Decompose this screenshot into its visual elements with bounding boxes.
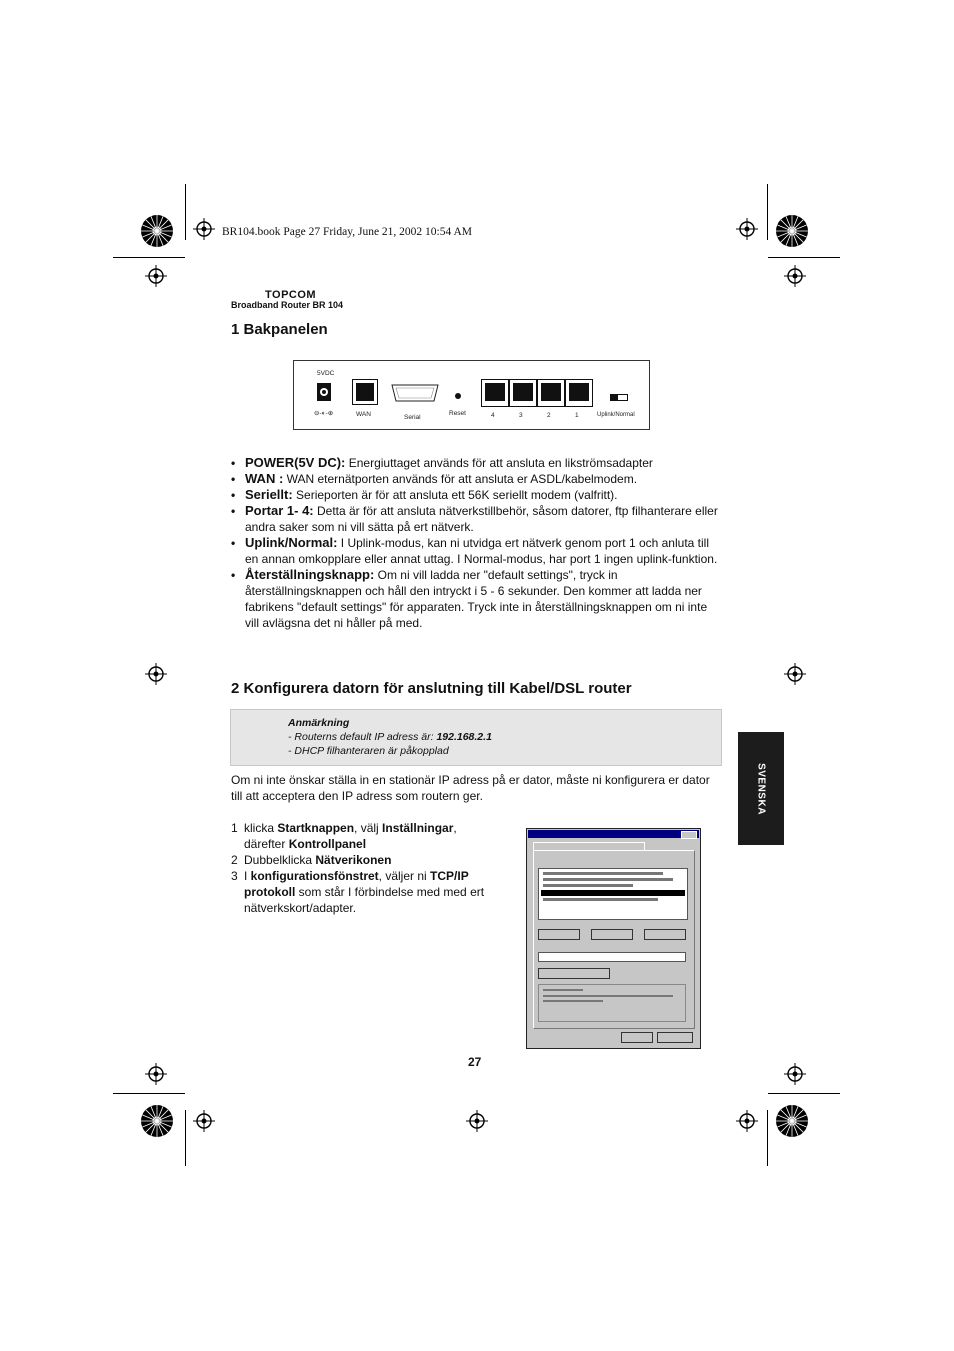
step-text [244, 853, 391, 867]
note-line-text: - Routerns default IP adress är: [288, 731, 437, 743]
crop-mark [767, 1110, 768, 1166]
list-item [231, 852, 501, 868]
side-tab-label: SVENSKA [755, 762, 767, 815]
page-number: 27 [468, 1055, 482, 1069]
step-number: 1 [231, 821, 238, 835]
crop-mark [768, 1093, 840, 1094]
bullet-text: WAN eternätporten används för att ansluta er ASDL/kabelmodem. [283, 472, 638, 486]
list-item [231, 535, 721, 567]
step-fragment: som står I förbindelse med med ert nätverkskort/adapter. [244, 885, 485, 915]
registration-mark-icon [784, 663, 806, 685]
remove-button [591, 929, 633, 940]
bullet-text: I Uplink-modus, kan ni utvidga ert nätverk genom port 1 och anluta till en annan omkopplare eller annat uttag. I Normal-modus, har port 1 ingen uplink-funktion. [245, 536, 718, 566]
power-jack-icon [317, 383, 331, 401]
star-target-icon [140, 214, 174, 248]
language-side-tab [738, 732, 784, 845]
properties-button [644, 929, 686, 940]
registration-mark-icon [784, 265, 806, 287]
reset-button-icon [455, 393, 461, 399]
star-target-icon [775, 214, 809, 248]
lan-port-4-icon [481, 379, 509, 407]
add-button [538, 929, 580, 940]
bullet-term: Portar 1- 4: [245, 503, 314, 518]
power-label: 5VDC [317, 370, 335, 377]
step-number: 3 [231, 869, 238, 883]
product-name: Broadband Router BR 104 [231, 300, 344, 310]
uplink-switch-icon [610, 394, 628, 401]
registration-mark-icon [193, 1110, 215, 1132]
logon-dropdown [538, 952, 686, 962]
step-fragment: klicka [244, 821, 278, 835]
reset-label: Reset [449, 410, 466, 417]
crop-mark [185, 1110, 186, 1166]
step-fragment: Dubbelklicka [244, 853, 316, 867]
dialog-title-bar [528, 830, 699, 838]
description-box [538, 984, 686, 1022]
star-target-icon [140, 1104, 174, 1138]
note-line [288, 730, 492, 744]
bullet-term: WAN : [245, 471, 284, 486]
registration-mark-icon [145, 663, 167, 685]
port-3-label: 3 [519, 412, 523, 419]
step-keyword: Startknappen [277, 821, 355, 835]
star-target-icon [775, 1104, 809, 1138]
bullet-term: Återställningsknapp: [245, 567, 375, 582]
lan-port-3-icon [509, 379, 537, 407]
bullet-text: Energiuttaget används för att ansluta en likströmsadapter [345, 456, 653, 470]
port-4-label: 4 [491, 412, 495, 419]
step-keyword: Inställningar [382, 821, 454, 835]
feature-list [231, 455, 721, 631]
rear-panel-diagram [293, 360, 650, 430]
registration-mark-icon [145, 1063, 167, 1085]
brand-logo: TOPCOM [265, 289, 317, 301]
ok-button [621, 1032, 653, 1043]
crop-mark [768, 257, 840, 258]
wan-label: WAN [356, 411, 371, 418]
section-title: 1 Bakpanelen [231, 321, 328, 338]
body-paragraph: Om ni inte önskar ställa in en stationär IP adress på er dator, måste ni konfigurera er dator till att acceptera den IP adress som routern ger. [231, 773, 710, 803]
print-info-line: BR104.book Page 27 Friday, June 21, 2002 10:54 AM [222, 226, 473, 238]
bullet-text: Detta är för att ansluta nätverkstillbehör, såsom datorer, ftp filhanterare eller andra saker som ni vill sätta på ert nätverk. [245, 504, 718, 534]
crop-mark [767, 184, 768, 240]
wan-port-icon [352, 379, 378, 405]
port-1-label: 1 [575, 412, 579, 419]
registration-mark-icon [466, 1110, 488, 1132]
list-item [231, 868, 501, 916]
crop-mark [113, 1093, 185, 1094]
crop-mark [113, 257, 185, 258]
network-dialog-screenshot [526, 828, 701, 1049]
list-item [231, 487, 721, 503]
step-fragment: , välj [354, 821, 383, 835]
section-title: 2 Konfigurera datorn för anslutning till Kabel/DSL router [231, 680, 632, 697]
list-item [231, 820, 501, 852]
step-fragment: , därefter [244, 821, 457, 851]
ip-address: 192.168.2.1 [436, 731, 492, 743]
note-line-text: - DHCP filhanteraren är påkopplad [288, 745, 449, 757]
port-2-label: 2 [547, 412, 551, 419]
close-icon [681, 831, 697, 839]
bullet-term: POWER(5V DC): [245, 455, 346, 470]
step-fragment: I [244, 869, 251, 883]
bullet-term: Uplink/Normal: [245, 535, 338, 550]
step-keyword: TCP/IP protokoll [244, 869, 469, 899]
step-list [231, 820, 501, 916]
file-sharing-button [538, 968, 610, 979]
serial-port-icon [390, 383, 440, 403]
step-keyword: konfigurationsfönstret [250, 869, 379, 883]
step-fragment: , väljer ni [378, 869, 431, 883]
lan-port-2-icon [537, 379, 565, 407]
list-item [231, 455, 721, 471]
uplink-label: Uplink/Normal [597, 412, 635, 418]
component-list [538, 868, 688, 920]
cancel-button [657, 1032, 693, 1043]
registration-mark-icon [193, 218, 215, 240]
registration-mark-icon [736, 218, 758, 240]
polarity-symbol: ⊖-◐-⊕ [314, 410, 334, 417]
registration-mark-icon [145, 265, 167, 287]
step-keyword: Kontrollpanel [288, 837, 367, 851]
bullet-text: Serieporten är för att ansluta ett 56K seriellt modem (valfritt). [292, 488, 618, 502]
registration-mark-icon [784, 1063, 806, 1085]
bullet-term: Seriellt: [245, 487, 293, 502]
list-item [231, 567, 721, 631]
note-box [230, 709, 722, 766]
step-keyword: Nätverikonen [315, 853, 392, 867]
step-text [244, 869, 484, 915]
lan-port-1-icon [565, 379, 593, 407]
serial-label: Serial [404, 414, 421, 421]
step-text [244, 821, 457, 851]
registration-mark-icon [736, 1110, 758, 1132]
bullet-text: Om ni vill ladda ner "default settings", tryck in återställningsknappen och håll den intryckt i 5 - 6 sekunder. Den kommer att ladda ner fabrikens "default settings" för apparaten. Tryck inte in återställningsknappen om ni inte vill avlägsna det ni håller på med. [245, 568, 708, 630]
list-item [231, 503, 721, 535]
step-number: 2 [231, 853, 238, 867]
crop-mark [185, 184, 186, 240]
list-item [231, 471, 721, 487]
note-heading: Anmärkning [288, 717, 350, 729]
